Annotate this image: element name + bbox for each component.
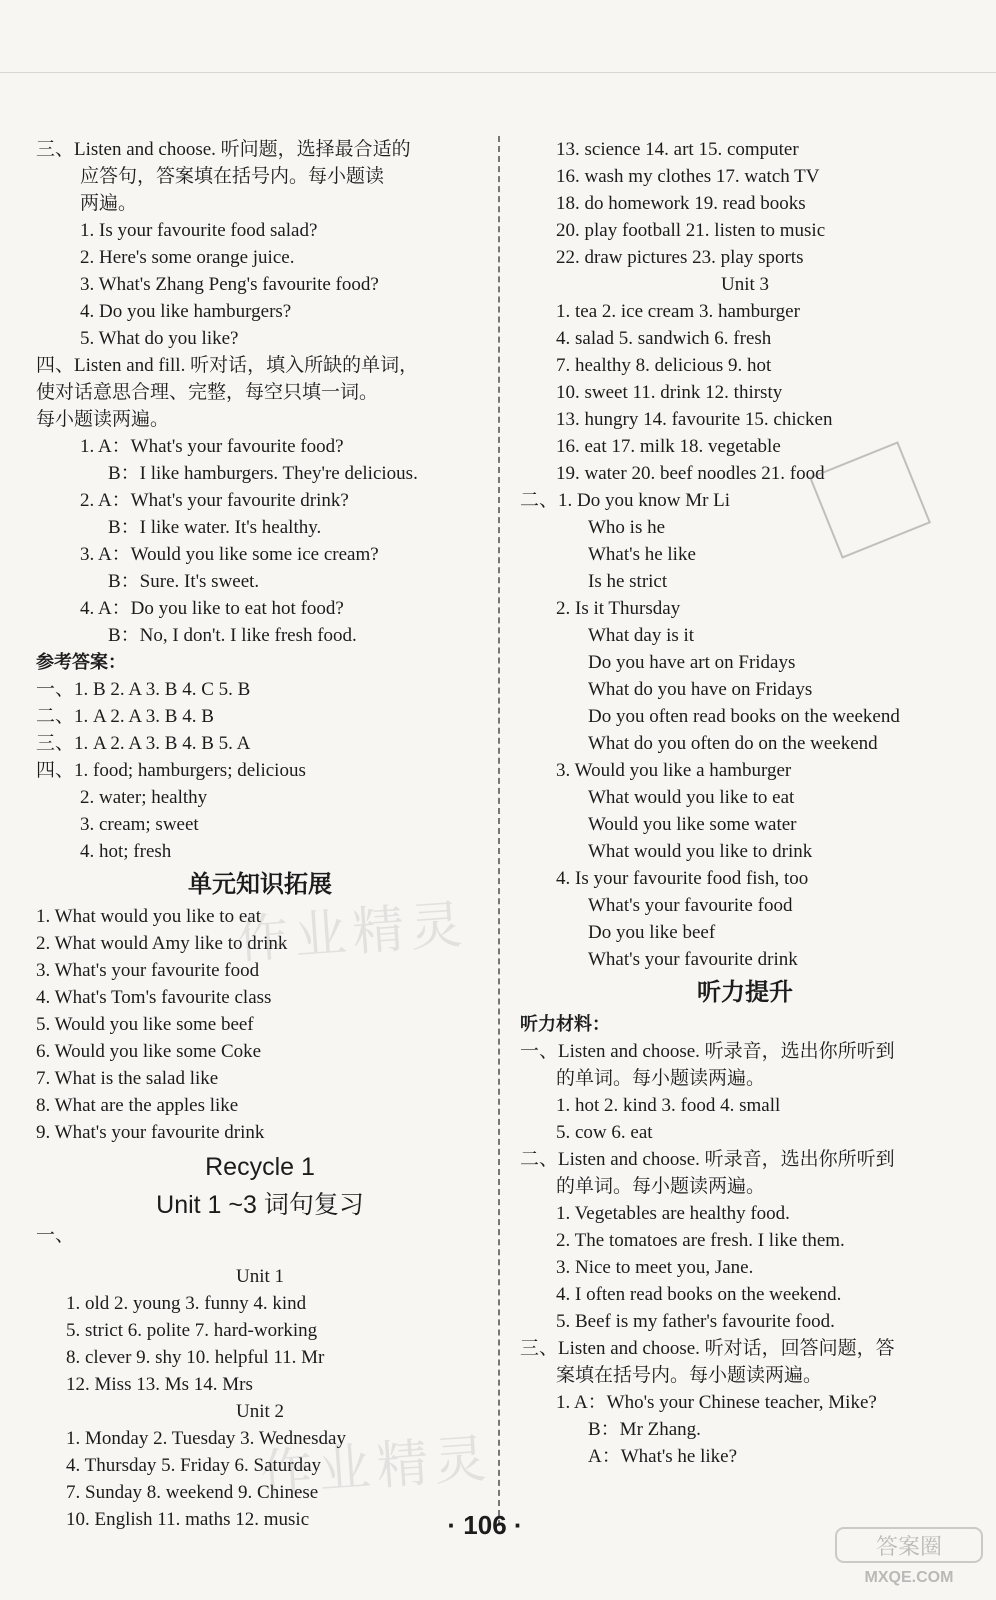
text-line: Unit 2 [235,1401,285,1422]
text-line: 听力材料： [520,1014,610,1035]
svg-text:MXQE.COM: MXQE.COM [864,1569,954,1586]
text-line: 16. wash my clothes 17. watch TV [556,166,820,187]
text-line: What would you like to drink [588,841,813,862]
text-line: 1. A：What's your favourite food? [80,436,344,457]
text-line: Would you like some water [588,814,797,835]
text-line: 4. I often read books on the weekend. [556,1284,842,1305]
text-line: 2. The tomatoes are fresh. I like them. [556,1230,845,1251]
text-line: 20. play football 21. listen to music [556,220,826,241]
text-line: 9. What's your favourite drink [36,1122,265,1143]
text-line: 1. Is your favourite food salad? [80,220,318,241]
text-line: 3. Nice to meet you, Jane. [556,1257,754,1278]
text-line: 13. hungry 14. favourite 15. chicken [556,409,833,430]
text-line: Unit 3 [720,274,770,295]
section-heading: 听力提升 [697,978,793,1006]
text-line: 4. Thursday 5. Friday 6. Saturday [66,1455,322,1476]
column-divider [498,136,500,1526]
text-line: 5. Would you like some beef [36,1014,254,1035]
text-line: Unit 1 [235,1266,285,1287]
text-line: 的单词。每小题读两遍。 [556,1176,766,1197]
text-line: 4. Is your favourite food fish, too [556,868,809,889]
text-line: 10. sweet 11. drink 12. thirsty [556,382,783,403]
text-line: 5. What do you like? [80,328,239,349]
text-line: B：I like hamburgers. They're delicious. [108,463,418,484]
text-line: 一、1. B 2. A 3. B 4. C 5. B [36,679,251,700]
text-line: 4. A：Do you like to eat hot food? [80,598,344,619]
text-line: 2. Is it Thursday [556,598,681,619]
text-line: 2. A：What's your favourite drink? [80,490,349,511]
text-line [36,1249,484,1263]
text-line: 一、 [36,1225,75,1246]
text-line: 7. healthy 8. delicious 9. hot [556,355,772,376]
text-line: What's your favourite food [588,895,793,916]
text-line: Do you have art on Fridays [588,652,796,673]
text-line: 四、Listen and fill. 听对话，填入所缺的单词， [36,355,419,376]
text-line: What do you often do on the weekend [588,733,878,754]
logo-icon [834,1524,984,1588]
text-line: 案填在括号内。每小题读两遍。 [556,1365,823,1386]
text-line: 3. Would you like a hamburger [556,760,792,781]
svg-text:答案圈: 答案圈 [875,1535,943,1560]
text-line: 5. Beef is my father's favourite food. [556,1311,835,1332]
top-rule [0,72,996,73]
text-line: 18. do homework 19. read books [556,193,806,214]
text-line: 4. Do you like hamburgers? [80,301,292,322]
text-line: 16. eat 17. milk 18. vegetable [556,436,781,457]
section-heading: Unit 1 ~3 词句复习 [156,1191,364,1219]
text-line: 2. What would Amy like to drink [36,933,288,954]
text-line: 四、1. food; hamburgers; delicious [36,760,306,781]
text-line: What's your favourite drink [588,949,798,970]
text-line: What do you have on Fridays [588,679,813,700]
text-line: 1. old 2. young 3. funny 4. kind [66,1293,307,1314]
text-line: 6. Would you like some Coke [36,1041,262,1062]
text-line: 一、Listen and choose. 听录音，选出你所听到 [520,1041,895,1062]
text-line: 12. Miss 13. Ms 14. Mrs [66,1374,253,1395]
text-line: What day is it [588,625,695,646]
text-line: 两遍。 [80,193,138,214]
text-line: B：I like water. It's healthy. [108,517,322,538]
text-line: B：Mr Zhang. [588,1419,701,1440]
text-line: 1. A：Who's your Chinese teacher, Mike? [556,1392,877,1413]
text-line: 二、Listen and choose. 听录音，选出你所听到 [520,1149,895,1170]
text-line: 8. What are the apples like [36,1095,239,1116]
text-line: 7. Sunday 8. weekend 9. Chinese [66,1482,319,1503]
text-line: 19. water 20. beef noodles 21. food [556,463,825,484]
text-line: 4. What's Tom's favourite class [36,987,272,1008]
text-line: 3. What's your favourite food [36,960,260,981]
page-number: · 106 · [447,1510,523,1540]
watermark: 作业精灵 [258,1428,495,1506]
section-heading: Recycle 1 [205,1153,315,1181]
text-line: 应答句，答案填在括号内。每小题读 [80,166,385,187]
text-line: 13. science 14. art 15. computer [556,139,799,160]
text-line: 3. cream; sweet [80,814,199,835]
text-line: 7. What is the salad like [36,1068,219,1089]
text-line: 1. Monday 2. Tuesday 3. Wednesday [66,1428,346,1449]
text-line: 8. clever 9. shy 10. helpful 11. Mr [66,1347,325,1368]
watermark: 作业精灵 [234,894,471,972]
text-line: A：What's he like? [588,1446,738,1467]
text-line: 1. tea 2. ice cream 3. hamburger [556,301,800,322]
text-line: 10. English 11. maths 12. music [66,1509,310,1530]
text-line: B：Sure. It's sweet. [108,571,260,592]
text-line: 5. cow 6. eat [556,1122,653,1143]
text-line: 3. A：Would you like some ice cream? [80,544,379,565]
text-line: 4. salad 5. sandwich 6. fresh [556,328,772,349]
text-line: 5. strict 6. polite 7. hard-working [66,1320,318,1341]
text-line: What's he like [588,544,696,565]
text-line: Who is he [588,517,666,538]
text-line: 参考答案： [36,652,126,673]
text-line: Do you often read books on the weekend [588,706,900,727]
text-line: Do you like beef [588,922,716,943]
text-line: 22. draw pictures 23. play sports [556,247,804,268]
text-line: B：No, I don't. I like fresh food. [108,625,357,646]
text-line: 的单词。每小题读两遍。 [556,1068,766,1089]
text-line: 1. What would you like to eat [36,906,261,927]
text-line: 每小题读两遍。 [36,409,170,430]
text-line: What would you like to eat [588,787,795,808]
text-line: 二、1. Do you know Mr Li [520,490,731,511]
text-line: 三、1. A 2. A 3. B 4. B 5. A [36,733,251,754]
text-line: 1. hot 2. kind 3. food 4. small [556,1095,781,1116]
text-line: 2. Here's some orange juice. [80,247,295,268]
corner-logo [834,1524,984,1588]
right-column [520,136,970,1470]
text-line: 三、Listen and choose. 听对话，回答问题，答 [520,1338,895,1359]
text-line: 3. What's Zhang Peng's favourite food? [80,274,379,295]
text-line: 1. Vegetables are healthy food. [556,1203,790,1224]
text-line: 2. water; healthy [80,787,208,808]
text-line: 使对话意思合理、完整，每空只填一词。 [36,382,379,403]
text-line: 三、Listen and choose. 听问题，选择最合适的 [36,139,411,160]
left-column [36,136,484,1533]
section-heading: 单元知识拓展 [188,870,332,898]
text-line: 二、1. A 2. A 3. B 4. B [36,706,214,727]
text-line: 4. hot; fresh [80,841,172,862]
text-line: Is he strict [588,571,668,592]
